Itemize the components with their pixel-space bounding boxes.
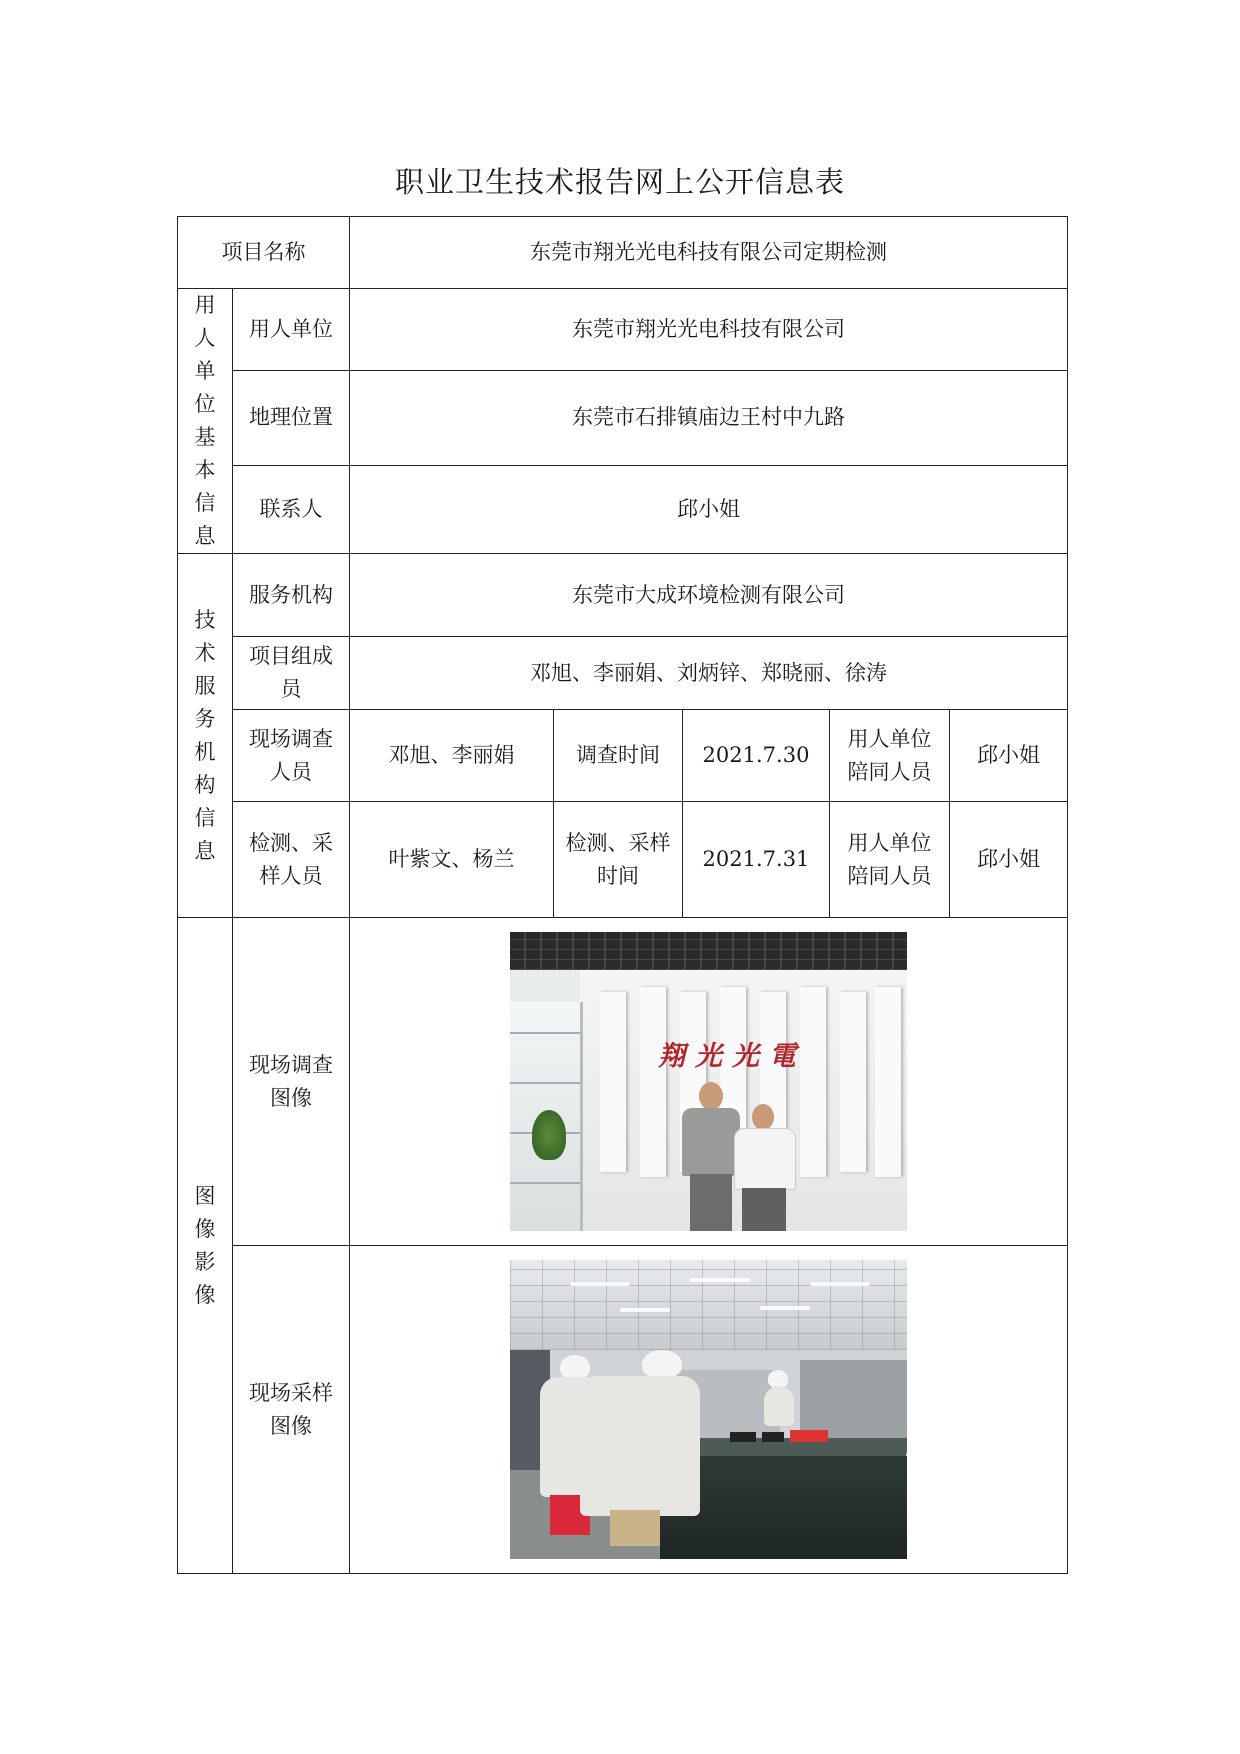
employer-char: 基	[194, 425, 216, 449]
survey-people-label	[233, 710, 350, 802]
service-char: 务	[194, 706, 216, 731]
service-char: 术	[194, 640, 216, 665]
sampling-image-label	[233, 1246, 350, 1574]
employer-char: 本	[194, 458, 216, 482]
sampling-image-label-line: 图像	[270, 1413, 312, 1438]
sampling-time-label-line: 时间	[597, 863, 639, 888]
company-logo: 翔光光電	[658, 1041, 807, 1072]
sampling-label-line: 样人员	[259, 863, 323, 888]
sampling-time-label-line: 检测、采样	[565, 830, 671, 855]
sampling-photo	[510, 1260, 907, 1559]
sampling-image-label-line: 现场采样	[249, 1380, 333, 1405]
employer-char: 位	[194, 392, 216, 416]
contact-label: 联系人	[233, 466, 350, 554]
plant-icon	[532, 1110, 566, 1160]
project-name-value: 东莞市翔光光电科技有限公司定期检测	[350, 217, 1068, 289]
service-char: 构	[194, 772, 216, 797]
service-org-value: 东莞市大成环境检测有限公司	[350, 554, 1068, 637]
employer-char: 人	[194, 326, 216, 350]
survey-label-line: 现场调查	[249, 726, 333, 751]
service-char: 信	[194, 805, 216, 830]
service-org-label: 服务机构	[233, 554, 350, 637]
sampling-escort-label	[830, 802, 950, 918]
escort-label-line: 用人单位	[847, 726, 932, 751]
survey-escort-label	[830, 710, 950, 802]
survey-time-value: 2021.7.30	[683, 710, 830, 802]
service-char: 技	[194, 607, 216, 632]
image-char: 影	[194, 1249, 216, 1274]
survey-time-label: 调查时间	[554, 710, 683, 802]
escort-label-line: 陪同人员	[847, 759, 932, 784]
sampling-time-label	[554, 802, 683, 918]
employer-section-label	[178, 289, 233, 554]
survey-people-value: 邓旭、李丽娟	[350, 710, 554, 802]
members-label	[233, 637, 350, 710]
service-section-label	[178, 554, 233, 918]
escort-label-line: 用人单位	[847, 830, 932, 855]
members-value: 邓旭、李丽娟、刘炳锌、郑晓丽、徐涛	[350, 637, 1068, 710]
info-table	[177, 216, 1068, 1574]
service-char: 机	[194, 739, 216, 764]
sampling-time-value: 2021.7.31	[683, 802, 830, 918]
contact-value: 邱小姐	[350, 466, 1068, 554]
members-label-line: 员	[280, 677, 302, 701]
survey-photo	[510, 932, 907, 1231]
page-title: 职业卫生技术报告网上公开信息表	[394, 165, 845, 199]
sampling-people-value: 叶紫文、杨兰	[350, 802, 554, 918]
project-name-label: 项目名称	[178, 217, 350, 289]
image-char: 图	[194, 1183, 216, 1208]
image-char: 像	[194, 1282, 216, 1307]
survey-image-label	[233, 918, 350, 1246]
survey-label-line: 人员	[270, 759, 312, 784]
employer-char: 信	[194, 491, 216, 515]
survey-image-cell	[350, 918, 1068, 1246]
location-value: 东莞市石排镇庙边王村中九路	[350, 370, 1068, 466]
sampling-image-cell	[350, 1246, 1068, 1574]
service-char: 服	[194, 673, 216, 698]
employer-unit-value: 东莞市翔光光电科技有限公司	[350, 289, 1068, 371]
employer-char: 用	[194, 293, 216, 317]
survey-escort-value: 邱小姐	[950, 710, 1068, 802]
image-char: 像	[194, 1216, 216, 1241]
image-section-label	[178, 918, 233, 1574]
employer-char: 息	[194, 524, 216, 548]
employer-char: 单	[194, 359, 216, 383]
sampling-label-line: 检测、采	[249, 830, 333, 855]
members-label-line: 项目组成	[249, 644, 333, 668]
escort-label-line: 陪同人员	[847, 863, 932, 888]
survey-image-label-line: 图像	[270, 1085, 312, 1110]
survey-image-label-line: 现场调查	[249, 1052, 333, 1077]
employer-unit-label: 用人单位	[233, 289, 350, 371]
sampling-people-label	[233, 802, 350, 918]
location-label: 地理位置	[233, 370, 350, 466]
service-char: 息	[194, 838, 216, 863]
sampling-escort-value: 邱小姐	[950, 802, 1068, 918]
